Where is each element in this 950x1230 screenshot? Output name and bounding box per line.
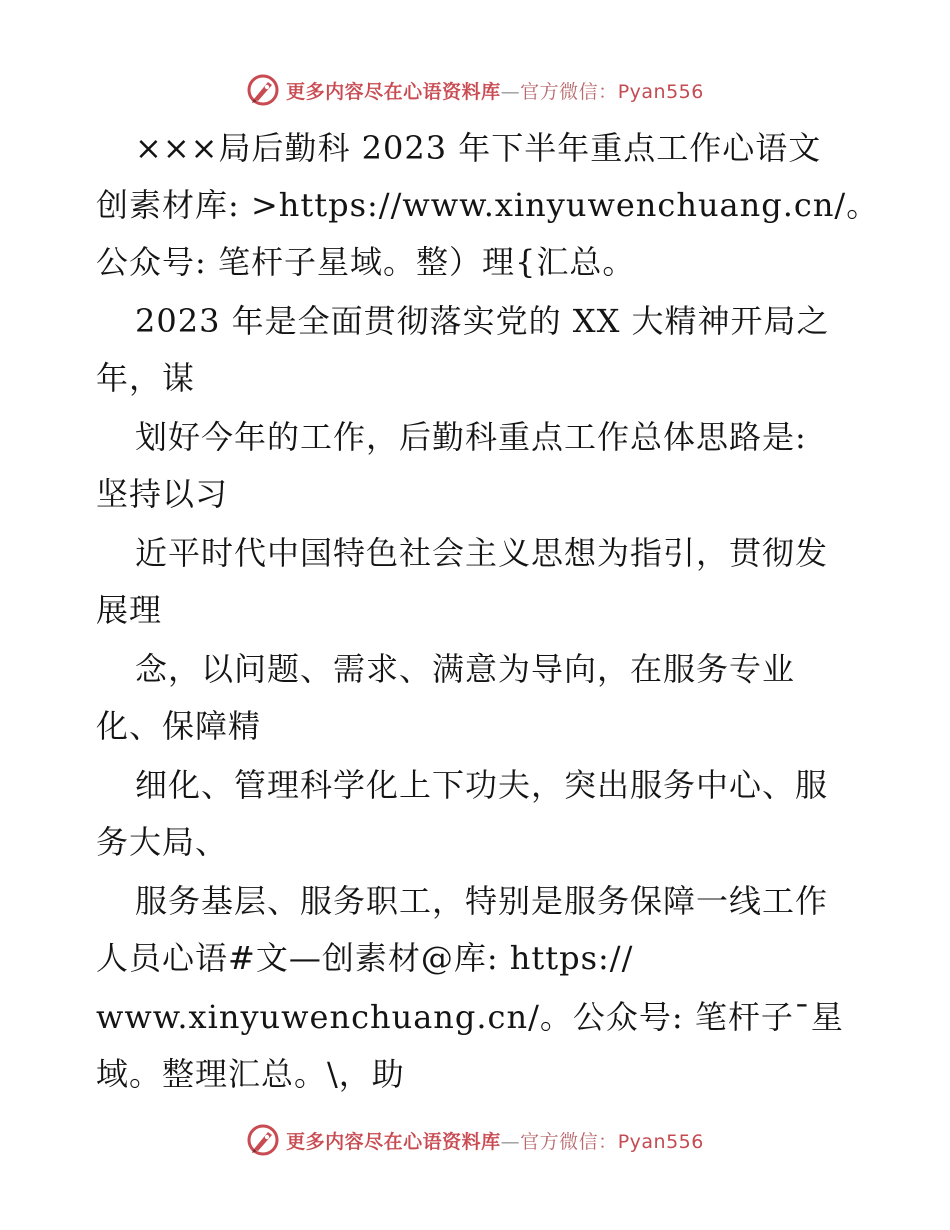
text-line: 服务基层、服务职工，特别是服务保障一线工作 — [135, 882, 829, 920]
text-line: 公众号: 笔杆子星域。整）理{汇总。 — [96, 243, 636, 281]
text-line: 创素材库: >https://www.xinyuwenchuang.cn/。 — [96, 186, 880, 224]
watermark-dash: — — [500, 80, 521, 103]
watermark-official: 官方微信： — [520, 1130, 618, 1153]
text-line: 近平时代中国特色社会主义思想为指引，贯彻发 — [135, 534, 829, 572]
pen-logo-icon — [246, 1123, 280, 1157]
text-line: ×××局后勤科 2023 年下半年重点工作心语文 — [135, 129, 822, 167]
text-line: 2023 年是全面贯彻落实党的 XX 大精神开局之 — [135, 302, 830, 340]
text-line: 划好今年的工作，后勤科重点工作总体思路是: — [135, 418, 807, 456]
text-line: 化、保障精 — [96, 707, 262, 745]
watermark-wechat-id: Pyan556 — [617, 1130, 704, 1153]
watermark-promo: 更多内容尽在心语资料库 — [286, 80, 501, 103]
text-line: 务大局、 — [96, 823, 229, 861]
watermark-dash: — — [500, 1130, 521, 1153]
text-line: 域。整理汇总。\，助 — [96, 1055, 405, 1093]
text-line: 细化、管理科学化上下功夫，突出服务中心、服 — [135, 766, 829, 804]
watermark-banner-bottom — [0, 1120, 950, 1160]
text-line: 展理 — [96, 591, 163, 629]
text-line: 年，谋 — [96, 359, 196, 397]
text-line: 人员心语#文—创素材@库: https:// — [96, 939, 634, 977]
watermark-wechat-id: Pyan556 — [617, 80, 704, 103]
watermark-promo: 更多内容尽在心语资料库 — [286, 1130, 501, 1153]
watermark-official: 官方微信： — [520, 80, 618, 103]
text-line: www.xinyuwenchuang.cn/。公众号: 笔杆子¯星 — [96, 998, 844, 1036]
text-line: 念，以问题、需求、满意为导向，在服务专业 — [135, 650, 796, 688]
text-line: 坚持以习 — [96, 475, 229, 513]
watermark-text — [286, 1127, 704, 1154]
watermark-content — [246, 1123, 704, 1157]
